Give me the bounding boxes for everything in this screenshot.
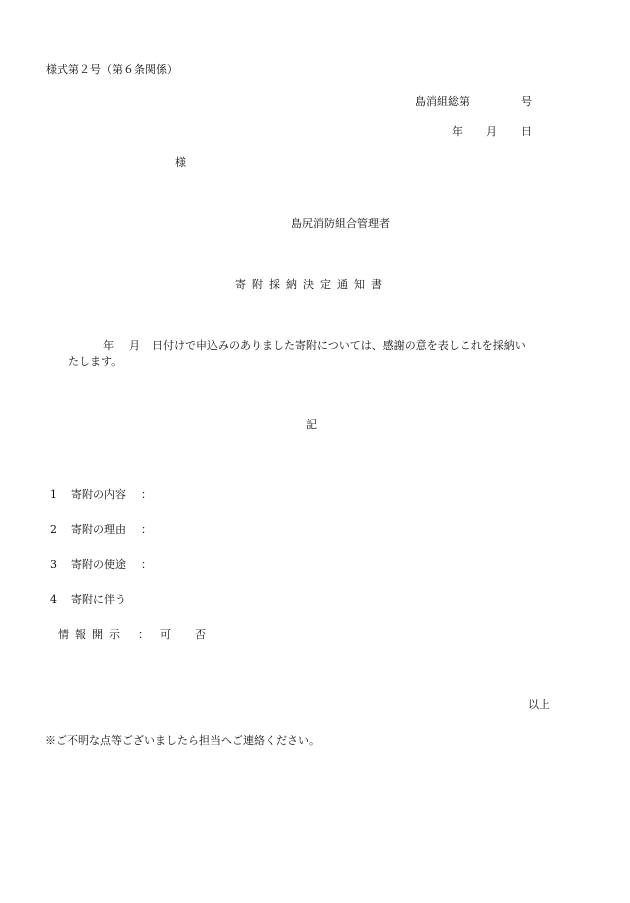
item-colon: ：: [141, 558, 152, 571]
item-number: 3: [50, 558, 57, 571]
item-colon: ：: [141, 488, 152, 501]
body-line-2: たします。: [68, 355, 123, 368]
item-colon: ：: [141, 523, 152, 536]
issuer: 島尻消防組合管理者: [291, 217, 390, 230]
contact-note: ※ご不明な点等ございましたら担当へご連絡ください。: [45, 734, 320, 747]
item-number: 1: [50, 488, 57, 501]
doc-number-prefix: 島消組総第: [415, 95, 470, 108]
disclosure-yes: 可: [160, 628, 171, 641]
body-year: 年: [103, 339, 114, 352]
item-label: 寄附に伴う: [71, 593, 126, 606]
closing: 以上: [528, 698, 550, 711]
body-line-1: 日付けで申込みのありました寄附については、感謝の意を表しこれを採納い: [152, 339, 526, 352]
date-year: 年: [452, 125, 463, 138]
ki-heading: 記: [306, 418, 317, 431]
form-label: 様式第２号（第６条関係）: [46, 63, 178, 76]
item-number: 2: [50, 523, 57, 536]
item-label: 寄附の使途: [71, 558, 126, 571]
date-month: 月: [486, 125, 497, 138]
addressee-suffix: 様: [175, 156, 186, 169]
item-label: 寄附の内容: [71, 488, 126, 501]
disclosure-colon: ：: [138, 628, 149, 641]
document-title: 寄附採納決定通知書: [235, 278, 388, 291]
item-label: 寄附の理由: [71, 523, 126, 536]
doc-number-suffix: 号: [521, 95, 532, 108]
item-number: 4: [50, 593, 57, 606]
body-month: 月: [129, 339, 140, 352]
disclosure-label: 情報開示: [58, 628, 126, 641]
disclosure-no: 否: [195, 628, 206, 641]
date-day: 日: [521, 125, 532, 138]
